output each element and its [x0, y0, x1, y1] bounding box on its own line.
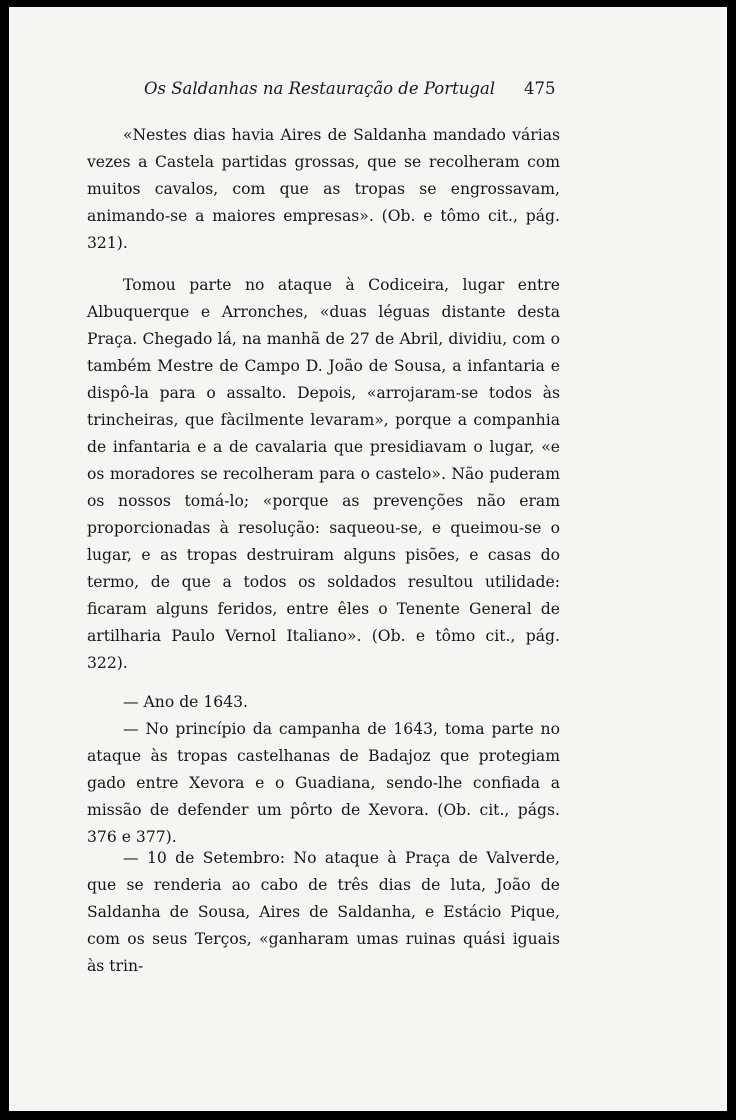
paragraph: Tomou parte no ataque à Codiceira, lugar entre Albuquerque e Arronches, «duas léguas distante desta Praça. Chegado lá, na manhã de 27 de Abril, dividiu, com o também Mestre de Campo D. João de Sousa, a infantaria e dispô-la para o assalto. Depois, «arrojaram-se todos às trincheiras, que fàcilmente levaram», porque a companhia de infantaria e a de cavalaria que presidiavam o lugar, «e os moradores se recolheram para o castelo». Não puderam os nossos tomá-lo; «porque as prevenções não eram proporcionadas à resolução: saqueou-se, e queimou-se o lugar, e as tropas destruiram alguns pisões, e casas do termo, de que a todos os soldados resultou utilidade: ficaram alguns feridos, entre êles o Tenente General de artilharia Paulo Vernol Italiano». (Ob. e tômo cit., pág. 322).: [87, 276, 560, 672]
paragraph: — No princípio da campanha de 1643, toma parte no ataque às tropas castelhanas de Badajoz que protegiam gado entre Xevora e o Guadiana, sendo-lhe confiada a missão de defender um pôrto de Xevora. (Ob. cit., págs. 376 e 377).: [87, 720, 560, 846]
page-header: [9, 77, 727, 107]
paragraph: «Nestes dias havia Aires de Saldanha mandado várias vezes a Castela partidas grossas, que se recolheram com muitos cavalos, com que as tropas se engrossavam, animando-se a maiores empresas». (Ob. e tômo cit., pág. 321).: [87, 126, 560, 252]
body-text-block-2: [87, 272, 560, 677]
body-text-block-3: [87, 689, 560, 851]
running-title: Os Saldanhas na Restauração de Portugal: [144, 79, 496, 98]
paragraph: — Ano de 1643.: [123, 693, 249, 711]
paragraph: — 10 de Setembro: No ataque à Praça de Valverde, que se renderia ao cabo de três dias de luta, João de Saldanha de Sousa, Aires de Saldanha, e Estácio Pique, com os seus Terços, «ganharam umas ruinas quási iguais às trin-: [87, 849, 560, 975]
page-number: 475: [524, 79, 556, 98]
body-text-block-1: [87, 122, 560, 257]
body-text-block-4: [87, 845, 560, 980]
book-page: [9, 7, 727, 1111]
